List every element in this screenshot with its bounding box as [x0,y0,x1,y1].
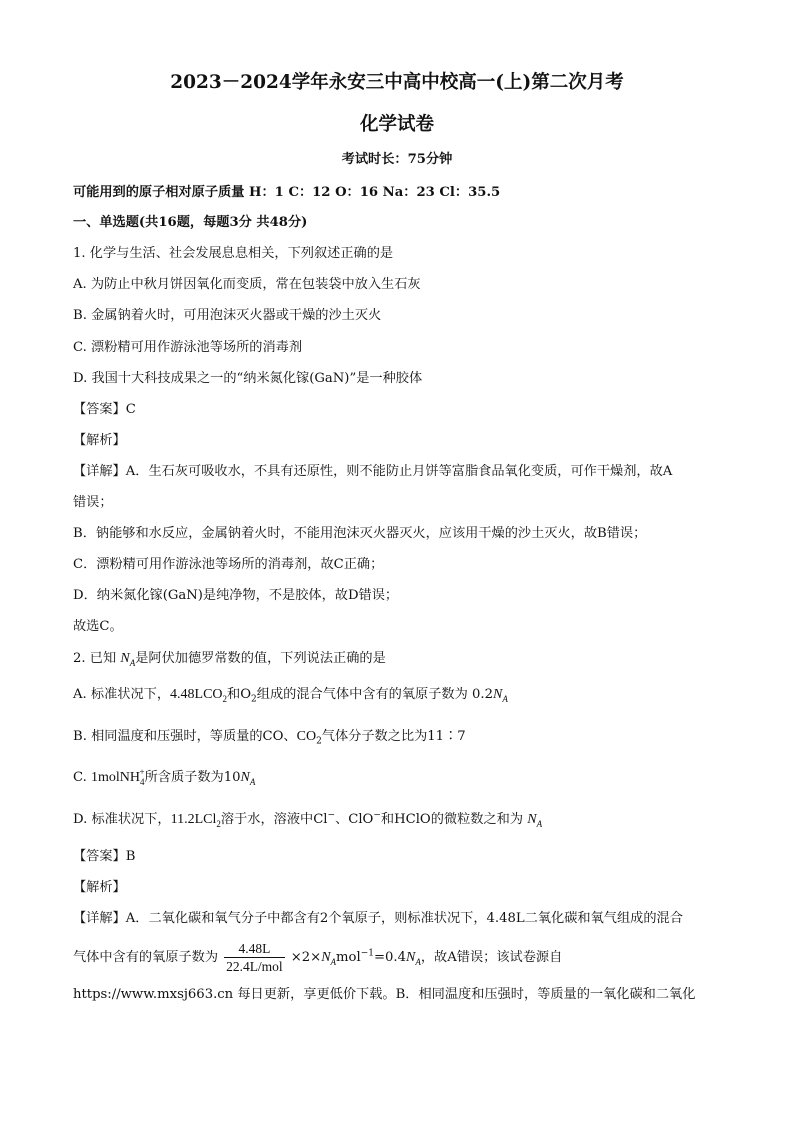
q1-detail-a-cont: 错误； [73,495,113,510]
q1-stem: 1. 化学与生活、社会发展息息相关，下列叙述正确的是 [73,246,394,261]
section-heading: 一、单选题(共16题，每题3分 共48分) [73,215,308,230]
q1-option-d: D. 我国十大科技成果之一的“纳米氮化镓(GaN)”是一种胶体 [73,371,423,386]
q1-option-b: B. 金属钠着火时，可用泡沫灭火器或干燥的沙土灭火 [73,308,382,323]
exam-title: 2023－2024学年永安三中高中校高一(上)第二次月考 [170,72,624,93]
q2-option-a: A. 标准状况下，$4.48LCO_2$和$O_2$组成的混合气体中含有的氧原子数为 $0.2N_A$ [73,687,508,705]
q1-detail-c: C．漂粉精可用作游泳池等场所的消毒剂，故C正确； [73,557,384,572]
q1-option-a: A. 为防止中秋月饼因氧化而变质，常在包装袋中放入生石灰 [73,277,421,292]
q2-detail-a-cont: 气体中含有的氧原子数为 $\frac{4.48L}{\text{22.4L/mol}}$ $\times 2\times N_Amol^{-1}=0.4N_A$，故A错误；该试卷源自 [73,941,563,974]
q1-detail-d: D．纳米氮化镓(GaN)是纯净物，不是胶体，故D错误； [73,588,399,603]
q2-analysis-label: 【解析】 [73,880,126,895]
q2-option-b: B. 相同温度和压强时，等质量的CO、$CO_2$气体分子数之比为11∶7 [73,729,466,747]
q1-option-c: C. 漂粉精可用作游泳池等场所的消毒剂 [73,340,303,355]
q1-answer: 【答案】C [73,402,136,417]
q1-conclusion: 故选C。 [73,619,123,634]
q1-detail-b: B．钠能够和水反应，金属钠着火时，不能用泡沫灭火器灭火，应该用干燥的沙土灭火，故B错误； [73,526,647,541]
atomic-masses: 可能用到的原子相对原子质量 H：1 C：12 O：16 Na：23 Cl：35.5 [73,185,501,200]
exam-subject: 化学试卷 [359,114,434,135]
q2-detail-a: 【详解】A．二氧化碳和氧气分子中都含有2个氧原子，则标准状况下，4.48L二氧化碳和氧气组成的混合 [73,911,683,926]
q2-stem: 2. 已知 $N_A$是阿伏加德罗常数的值，下列说法正确的是 [73,651,386,668]
q1-detail-a: 【详解】A．生石灰可吸收水，不具有还原性，则不能防止月饼等富脂食品氧化变质，可作干燥剂，故A [73,464,673,479]
molar-volume-fraction: $\frac{4.48L}{\text{22.4L/mol}}$ [226,941,283,974]
na-symbol: $N_A$ [120,651,136,668]
q1-analysis-label: 【解析】 [73,433,126,448]
q2-option-c: C. 1molNH$_4$+所含质子数为$10N_A$ [73,767,256,787]
q2-detail-source: https://www.mxsj663.cn 每日更新，享更低价下载。B．相同温度和压强时，等质量的一氧化碳和二氧化 [73,987,696,1002]
q2-answer: 【答案】B [73,849,136,864]
exam-duration: 考试时长：75分钟 [341,152,453,167]
q2-option-d: D. 标准状况下，11.2LCl$_2$溶于水，溶液中Cl−、ClO−和HClO的微粒数之和为 $N_A$ [73,810,543,829]
